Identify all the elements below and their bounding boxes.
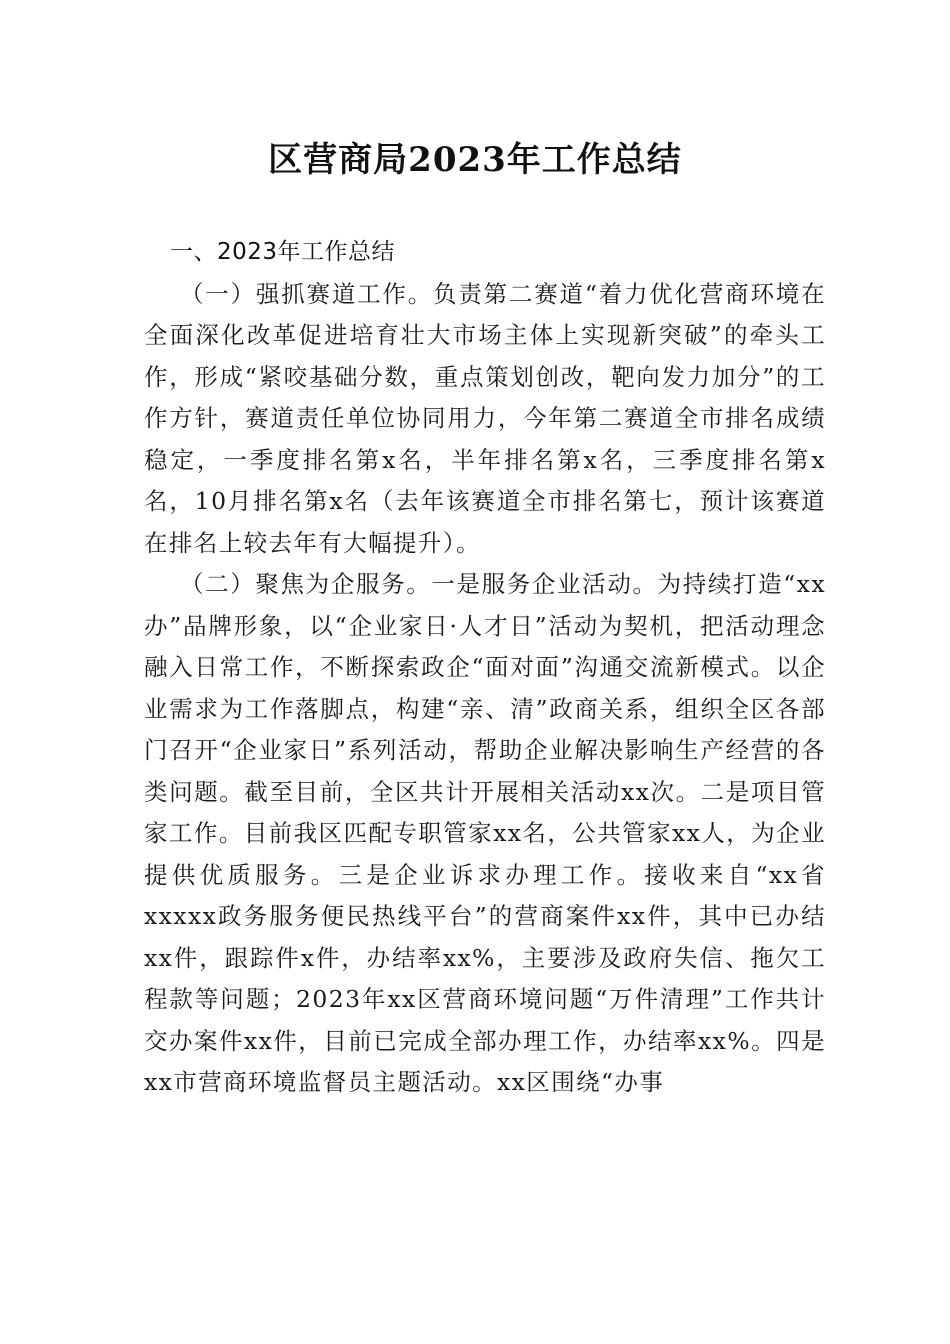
document-title: 区营商局2023年工作总结 bbox=[268, 140, 682, 180]
paragraph-1: （一）强抓赛道工作。负责第二赛道“着力优化营商环境在全面深化改革促进培育壮大市场主体上实现新突破”的牵头工作，形成“紧咬基础分数，重点策划创改，靶向发力加分”的工作方针，赛道责任单位协同用力，今年第二赛道全市排名成绩稳定，一季度排名第x名，半年排名第x名，三季度排名第x名，10月排名第x名（去年该赛道全市排名第七，预计该赛道在排名上较去年有大幅提升）。 bbox=[144, 279, 826, 557]
document-body bbox=[144, 232, 826, 1104]
section-heading: 一、2023年工作总结 bbox=[170, 239, 396, 265]
paragraph-2: （二）聚焦为企服务。一是服务企业活动。为持续打造“xx办”品牌形象，以“企业家日·人才日”活动为契机，把活动理念融入日常工作，不断探索政企“面对面”沟通交流新模式。以企业需求为工作落脚点，构建“亲、清”政商关系，组织全区各部门召开“企业家日”系列活动，帮助企业解决影响生产经营的各类问题。截至目前，全区共计开展相关活动xx次。二是项目管家工作。目前我区匹配专职管家xx名，公共管家xx人，为企业提供优质服务。三是企业诉求办理工作。接收来自“xx省xxxxx政务服务便民热线平台”的营商案件xx件，其中已办结xx件，跟踪件x件，办结率xx%，主要涉及政府失信、拖欠工程款等问题；2023年xx区营商环境问题“万件清理”工作共计交办案件xx件，目前已完成全部办理工作，办结率xx%。四是xx市营商环境监督员主题活动。xx区围绕“办事 bbox=[144, 570, 826, 1096]
